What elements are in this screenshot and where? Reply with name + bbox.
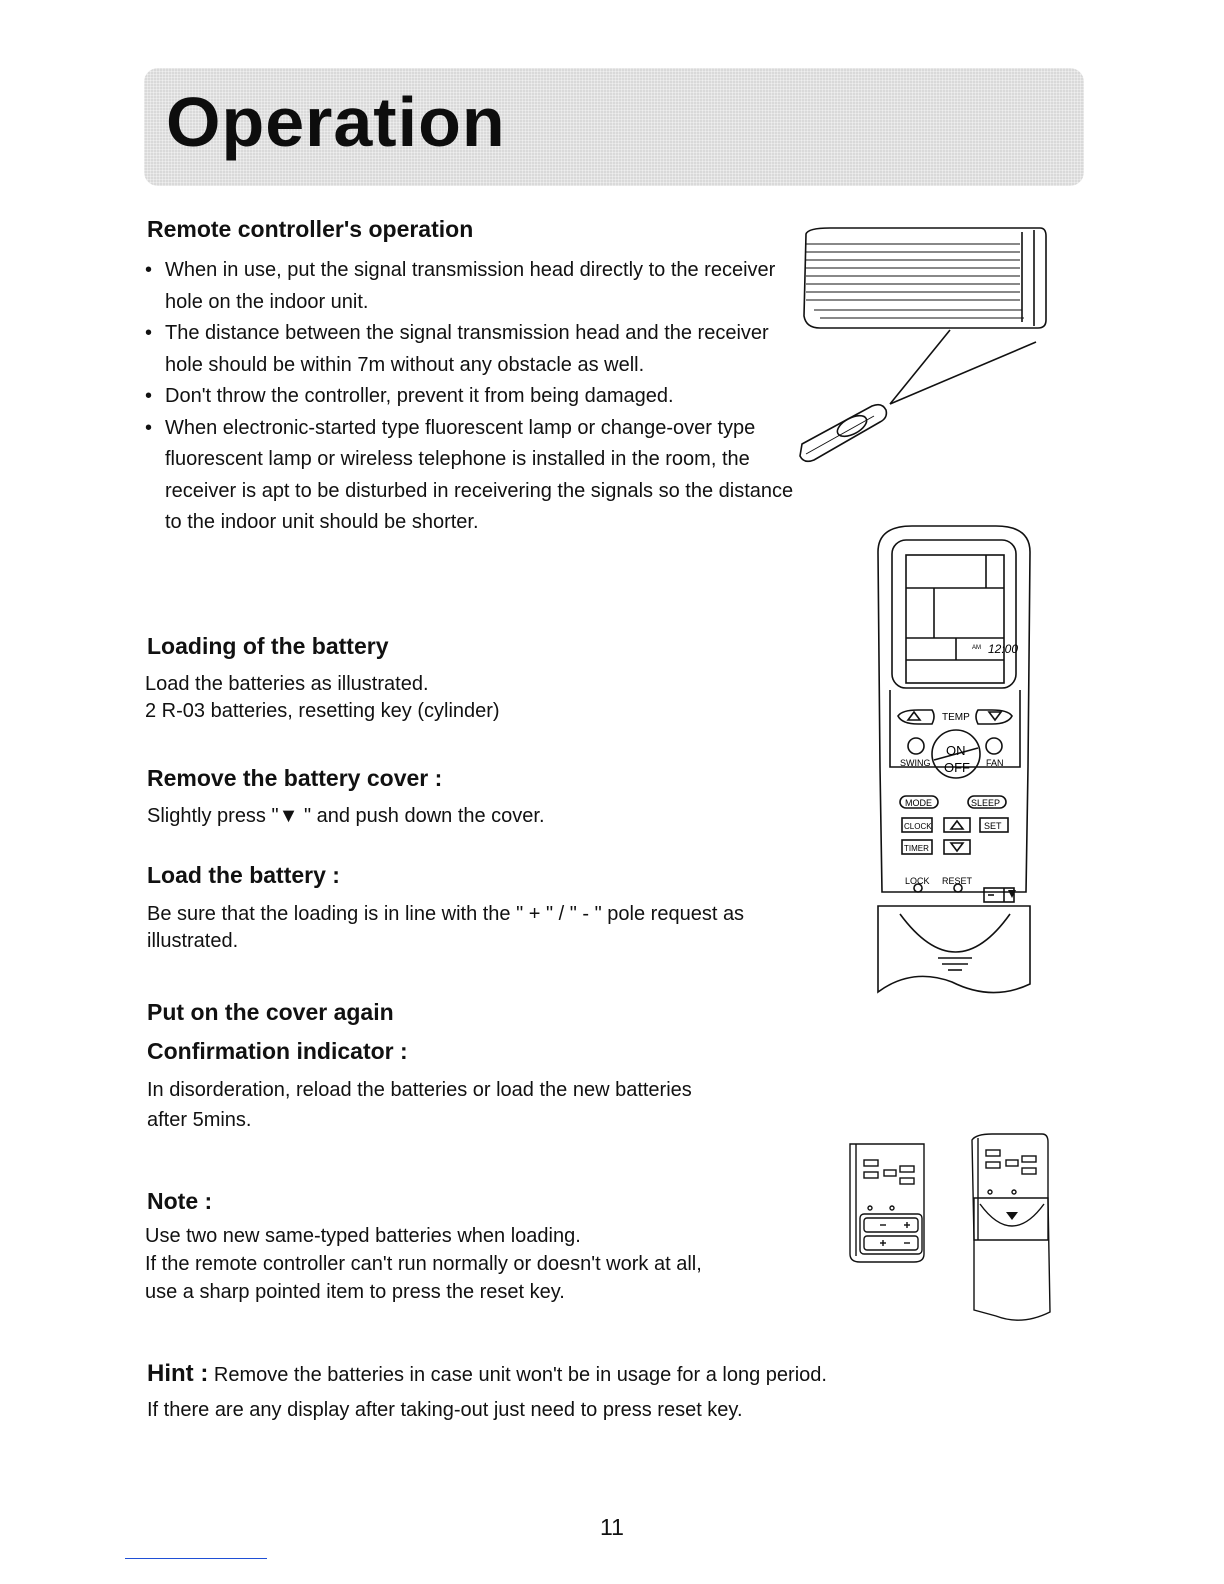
remote-with-cover-illustration <box>962 1130 1062 1330</box>
remote-controller-illustration <box>872 522 1037 997</box>
title-banner <box>144 68 1084 186</box>
confirmation-heading: Confirmation indicator : <box>147 1038 408 1064</box>
remote-operation-heading: Remote controller's operation <box>147 216 474 242</box>
note-text-2: If the remote controller can't run normally or doesn't work at all, <box>145 1253 702 1275</box>
mode-label: MODE <box>905 798 932 808</box>
load-battery-text-2: illustrated. <box>147 930 239 952</box>
note-heading: Note : <box>147 1188 213 1214</box>
list-item: • When in use, put the signal transmission head directly to the receiver hole on the indoor unit. <box>145 255 805 318</box>
display-time: 12:00 <box>988 642 1019 656</box>
list-item: • When electronic-started type fluorescent lamp or change-over type fluorescent lamp or wireless telephone is installed in the room, the receiver is apt to be disturbed in receivering the signals so the distance to the indoor unit should be shorter. <box>145 413 805 539</box>
loading-text-2: 2 R-03 batteries, resetting key (cylinder) <box>145 700 500 722</box>
remove-cover-heading: Remove the battery cover : <box>147 765 443 791</box>
list-item: • The distance between the signal transmission head and the receiver hole should be within 7m without any obstacle as well. <box>145 318 805 381</box>
loading-text-1: Load the batteries as illustrated. <box>145 673 429 695</box>
list-item: • Don't throw the controller, prevent it from being damaged. <box>145 381 805 413</box>
hint-text-1: Remove the batteries in case unit won't be in usage for a long period. <box>213 1364 827 1386</box>
timer-label: TIMER <box>904 844 929 853</box>
battery-compartment-illustration <box>840 1138 940 1268</box>
load-battery-text-1: Be sure that the loading is in line with the " + " / " - " pole request as <box>147 903 745 925</box>
put-cover-heading: Put on the cover again <box>147 999 394 1025</box>
set-label: SET <box>984 821 1002 831</box>
on-label: ON <box>946 743 966 758</box>
load-battery-heading: Load the battery : <box>147 862 340 888</box>
note-text-1: Use two new same-typed batteries when loading. <box>145 1225 581 1247</box>
hint-line-1 <box>147 1360 827 1388</box>
off-label: OFF <box>944 760 970 775</box>
footer-rule <box>125 1558 267 1559</box>
fan-label: FAN <box>986 758 1004 768</box>
lock-label: LOCK <box>905 876 930 886</box>
display-am: AM <box>972 645 981 651</box>
remove-cover-text: Slightly press "▼ " and push down the cover. <box>147 805 545 827</box>
loading-battery-heading: Loading of the battery <box>147 633 389 659</box>
confirmation-text-1: In disorderation, reload the batteries or load the new batteries <box>147 1079 692 1101</box>
note-text-3: use a sharp pointed item to press the reset key. <box>145 1281 565 1303</box>
hint-text-2: If there are any display after taking-out just need to press reset key. <box>147 1399 743 1421</box>
reset-label: RESET <box>942 876 973 886</box>
swing-label: SWING <box>900 758 931 768</box>
page-title: Operation <box>166 83 506 161</box>
page-number: 11 <box>600 1514 624 1540</box>
hint-label: Hint : <box>147 1360 209 1387</box>
sleep-label: SLEEP <box>971 798 1001 808</box>
confirmation-text-2: after 5mins. <box>147 1109 252 1131</box>
clock-label: CLOCK <box>904 822 932 831</box>
temp-label: TEMP <box>942 712 970 723</box>
remote-operation-list <box>145 255 805 539</box>
indoor-unit-illustration <box>790 222 1060 472</box>
